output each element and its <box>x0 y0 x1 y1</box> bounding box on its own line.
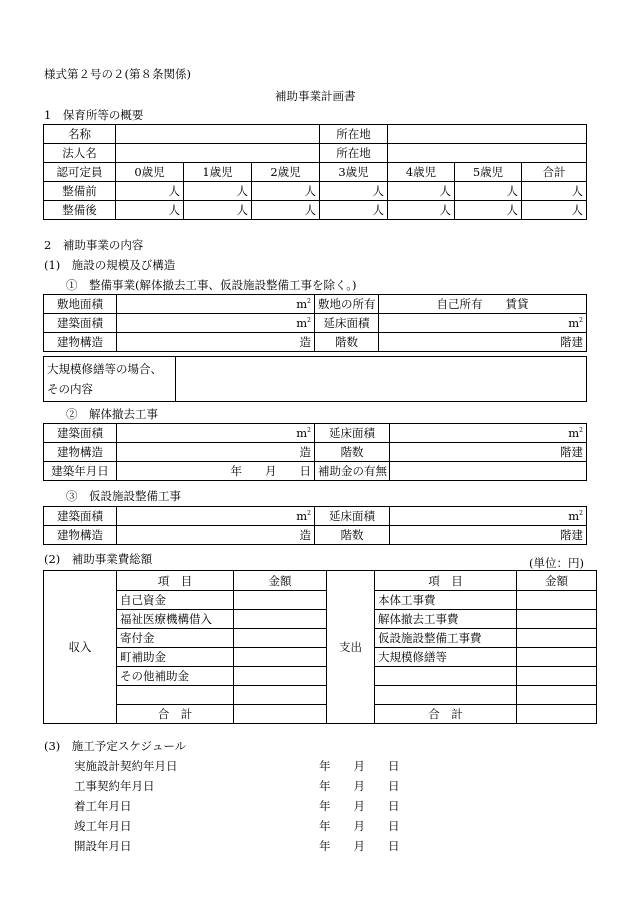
floors-label: 階数 <box>315 526 390 545</box>
income-item: 福祉医療機構借入 <box>117 610 234 629</box>
expense-amount-header: 金額 <box>517 571 597 591</box>
building-area-field[interactable] <box>117 314 315 333</box>
overview-table <box>43 124 587 220</box>
unit-m: m <box>296 316 308 330</box>
unit-sq: 2 <box>307 298 311 306</box>
expense-total-label: 合 計 <box>375 705 517 724</box>
unit-sq: 2 <box>307 510 311 518</box>
age-header: 3歳児 <box>320 163 388 182</box>
expense-item: 大規模修繕等 <box>375 648 517 667</box>
before-count[interactable]: 人 <box>320 182 388 201</box>
building-area-label: 建築面積 <box>44 424 117 443</box>
expense-amount[interactable] <box>517 610 597 629</box>
before-count[interactable]: 人 <box>252 182 320 201</box>
income-item: 寄付金 <box>117 629 234 648</box>
expense-amount[interactable] <box>517 667 597 686</box>
sub1b-heading: ② 解体撤去工事 <box>66 407 158 421</box>
before-count[interactable]: 人 <box>455 182 522 201</box>
unit-m: m <box>296 426 308 440</box>
before-count[interactable]: 人 <box>388 182 455 201</box>
expense-amount[interactable] <box>517 629 597 648</box>
unit-sq: 2 <box>579 510 583 518</box>
before-count[interactable]: 人 <box>184 182 252 201</box>
expense-item: 解体撤去工事費 <box>375 610 517 629</box>
sub1c-heading: ③ 仮設施設整備工事 <box>66 489 181 503</box>
income-amount-header: 金額 <box>234 571 327 591</box>
schedule-date[interactable]: 年 月 日 <box>319 759 400 773</box>
schedule-date[interactable]: 年 月 日 <box>319 839 400 853</box>
sub1-heading: (1) 施設の規模及び構造 <box>44 258 176 272</box>
after-count[interactable]: 人 <box>522 201 587 220</box>
expense-label: 支出 <box>327 571 375 724</box>
expense-item <box>375 667 517 686</box>
before-count[interactable]: 人 <box>522 182 587 201</box>
temporary-table <box>43 506 587 545</box>
demolition-table <box>43 423 587 481</box>
name-field[interactable] <box>116 125 320 144</box>
after-label: 整備後 <box>44 201 116 220</box>
structure-field[interactable]: 造 <box>117 333 315 352</box>
schedule-date[interactable]: 年 月 日 <box>319 779 400 793</box>
unit-sq: 2 <box>579 317 583 325</box>
sub1a-heading: ① 整備事業(解体撤去工事、仮設施設整備工事を除く。) <box>66 278 357 292</box>
location2-label: 所在地 <box>320 144 388 163</box>
income-amount[interactable] <box>234 591 327 610</box>
after-count[interactable]: 人 <box>388 201 455 220</box>
structure-label: 建物構造 <box>44 333 117 352</box>
building-area-field[interactable] <box>117 507 315 526</box>
after-count[interactable]: 人 <box>116 201 184 220</box>
building-area-label: 建築面積 <box>44 507 117 526</box>
age-header: 5歳児 <box>455 163 522 182</box>
unit-sq: 2 <box>579 427 583 435</box>
building-area-label: 建築面積 <box>44 314 117 333</box>
site-area-field[interactable] <box>117 295 315 314</box>
expense-total[interactable] <box>517 705 597 724</box>
income-total-label: 合 計 <box>117 705 234 724</box>
floors-label: 階数 <box>315 443 390 462</box>
age-header: 4歳児 <box>388 163 455 182</box>
building-area-field[interactable] <box>117 424 315 443</box>
income-amount[interactable] <box>234 648 327 667</box>
expense-amount[interactable] <box>517 686 597 705</box>
floors-field[interactable]: 階建 <box>390 443 587 462</box>
unit-m: m <box>296 509 308 523</box>
corp-field[interactable] <box>116 144 320 163</box>
location2-field[interactable] <box>388 144 587 163</box>
unit-note: (単位：円) <box>529 556 584 570</box>
section1-heading: 1 保育所等の概要 <box>44 108 144 122</box>
after-count[interactable]: 人 <box>252 201 320 220</box>
structure-field[interactable]: 造 <box>117 526 315 545</box>
unit-sq: 2 <box>307 317 311 325</box>
income-total[interactable] <box>234 705 327 724</box>
schedule-date[interactable]: 年 月 日 <box>319 799 400 813</box>
sub3-heading: (3) 施工予定スケジュール <box>44 739 187 753</box>
income-item: その他補助金 <box>117 667 234 686</box>
schedule-label: 竣工年月日 <box>74 819 132 833</box>
built-date-field[interactable]: 年 月 日 <box>117 462 315 481</box>
site-area-label: 敷地面積 <box>44 295 117 314</box>
floor-area-field[interactable] <box>390 507 587 526</box>
scale-table-a <box>43 294 587 352</box>
floor-area-label: 延床面積 <box>315 424 390 443</box>
schedule-label: 着工年月日 <box>74 799 132 813</box>
capacity-label: 認可定員 <box>44 163 116 182</box>
floor-area-field[interactable] <box>390 424 587 443</box>
after-count[interactable]: 人 <box>184 201 252 220</box>
floors-field[interactable]: 階建 <box>379 333 587 352</box>
built-date-label: 建築年月日 <box>44 462 117 481</box>
structure-field[interactable]: 造 <box>117 443 315 462</box>
corp-label: 法人名 <box>44 144 116 163</box>
form-number: 様式第２号の２(第８条関係) <box>44 67 191 81</box>
age-header: 1歳児 <box>184 163 252 182</box>
age-header: 合計 <box>522 163 587 182</box>
income-label: 収入 <box>44 571 117 724</box>
floor-area-label: 延床面積 <box>315 314 379 333</box>
schedule-label: 開設年月日 <box>74 839 132 853</box>
income-amount[interactable] <box>234 610 327 629</box>
section2-heading: 2 補助事業の内容 <box>44 238 144 252</box>
sub2-heading: (2) 補助事業費総額 <box>44 552 153 566</box>
renovation-label: 大規模修繕等の場合、 その内容 <box>44 357 176 402</box>
income-item <box>117 686 234 705</box>
schedule-date[interactable]: 年 月 日 <box>319 819 400 833</box>
structure-label: 建物構造 <box>44 443 117 462</box>
structure-label: 建物構造 <box>44 526 117 545</box>
after-count[interactable]: 人 <box>320 201 388 220</box>
unit-m: m <box>568 426 580 440</box>
income-amount[interactable] <box>234 667 327 686</box>
schedule-label: 実施設計契約年月日 <box>74 759 178 773</box>
expense-item: 仮設施設整備工事費 <box>375 629 517 648</box>
schedule-label: 工事契約年月日 <box>74 779 155 793</box>
expense-item <box>375 686 517 705</box>
floor-area-field[interactable] <box>379 314 587 333</box>
income-item: 自己資金 <box>117 591 234 610</box>
income-amount[interactable] <box>234 629 327 648</box>
expense-item-header: 項 目 <box>375 571 517 591</box>
before-label: 整備前 <box>44 182 116 201</box>
unit-sq: 2 <box>307 427 311 435</box>
floors-field[interactable]: 階建 <box>390 526 587 545</box>
site-owner-label: 敷地の所有 <box>315 295 379 314</box>
expense-amount[interactable] <box>517 591 597 610</box>
income-item: 町補助金 <box>117 648 234 667</box>
name-label: 名称 <box>44 125 116 144</box>
unit-m: m <box>296 297 308 311</box>
income-amount[interactable] <box>234 686 327 705</box>
floors-label: 階数 <box>315 333 379 352</box>
location-field[interactable] <box>388 125 587 144</box>
age-header: 0歳児 <box>116 163 184 182</box>
site-owner-field[interactable]: 自己所有 賃貸 <box>379 295 587 314</box>
after-count[interactable]: 人 <box>455 201 522 220</box>
renovation-field[interactable] <box>176 357 587 402</box>
page-title: 補助事業計画書 <box>275 89 356 103</box>
subsidy-field[interactable] <box>390 462 587 481</box>
income-item-header: 項 目 <box>117 571 234 591</box>
unit-m: m <box>568 316 580 330</box>
before-count[interactable]: 人 <box>116 182 184 201</box>
subsidy-label: 補助金の有無 <box>315 462 390 481</box>
location-label: 所在地 <box>320 125 388 144</box>
renovation-table <box>43 356 587 402</box>
budget-table <box>43 570 597 724</box>
expense-item: 本体工事費 <box>375 591 517 610</box>
age-header: 2歳児 <box>252 163 320 182</box>
unit-m: m <box>568 509 580 523</box>
floor-area-label: 延床面積 <box>315 507 390 526</box>
expense-amount[interactable] <box>517 648 597 667</box>
